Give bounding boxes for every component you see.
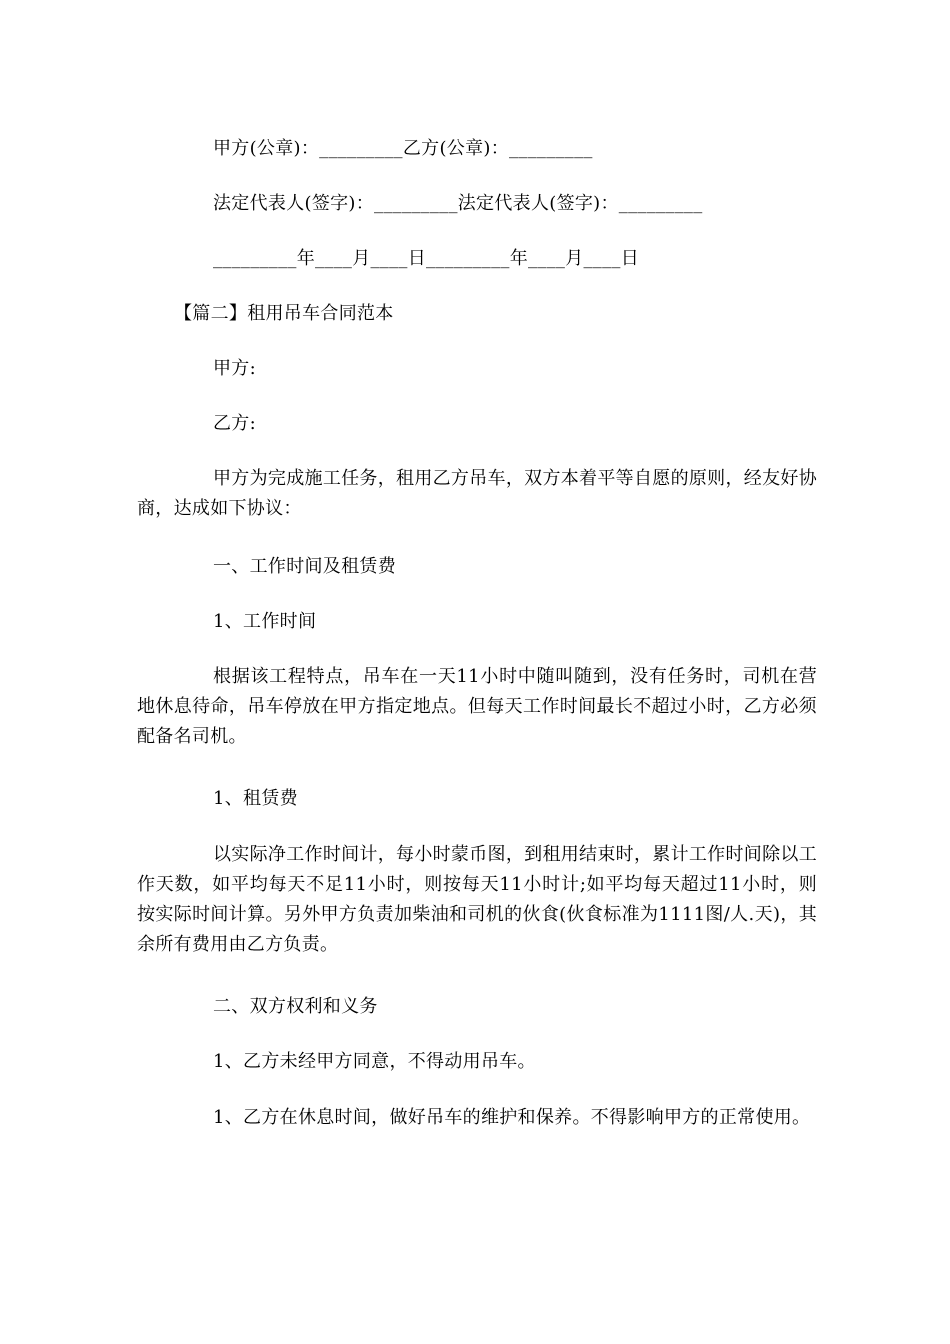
work-time-paragraph: 根据该工程特点，吊车在一天11小时中随叫随到，没有任务时，司机在营地休息待命，吊车停放在甲方指定地点。但每天工作时间最长不超过小时，乙方必须配备名司机。 xyxy=(137,666,817,747)
party-b-label: 乙方: xyxy=(213,413,256,434)
subheading-rent: 1、租赁费 xyxy=(213,788,298,809)
subheading-work-time: 1、工作时间 xyxy=(213,611,317,632)
rent-paragraph: 以实际净工作时间计，每小时蒙币图，到租用结束时，累计工作时间除以工作天数，如平均每天不足11小时，则按每天11小时计;如平均每天超过11小时，则按实际时间计算。另外甲方负责加柴油和司机的伙食(伙食标准为1111图/人.天)，其余所有费用由乙方负责。 xyxy=(137,844,817,955)
party-a-label: 甲方: xyxy=(213,358,256,379)
section-title: 【篇二】租用吊车合同范本 xyxy=(174,303,394,324)
intro-paragraph: 甲方为完成施工任务，租用乙方吊车，双方本着平等自愿的原则，经友好协商，达成如下协议： xyxy=(137,468,817,519)
obligation-item-1: 1、乙方未经甲方同意，不得动用吊车。 xyxy=(213,1051,536,1072)
signature-legal-rep-line: 法定代表人(签字)：_________法定代表人(签字)：_________ xyxy=(213,193,703,214)
heading-rights-and-obligations: 二、双方权利和义务 xyxy=(213,996,378,1017)
signature-date-line: _________年____月____日_________年____月____日 xyxy=(213,248,639,269)
heading-work-time-and-rent: 一、工作时间及租赁费 xyxy=(213,556,396,577)
obligation-item-2: 1、乙方在休息时间，做好吊车的维护和保养。不得影响甲方的正常使用。 xyxy=(213,1107,811,1128)
signature-seal-line: 甲方(公章)：_________乙方(公章)：_________ xyxy=(213,138,593,159)
